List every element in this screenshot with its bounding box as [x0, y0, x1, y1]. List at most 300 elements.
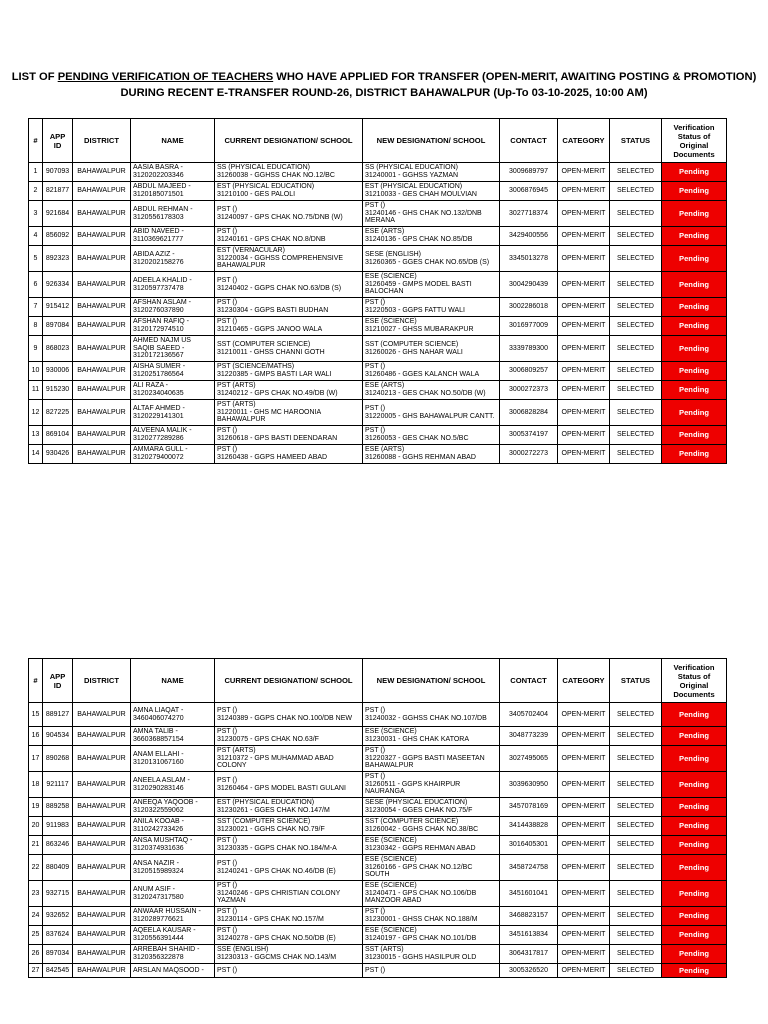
name-line: ARREBAH SHAHID -	[133, 946, 200, 954]
name-cell	[131, 772, 215, 798]
name-cell	[131, 426, 215, 445]
contact-cell: 3027718374	[500, 201, 558, 227]
table-header-row	[29, 659, 727, 703]
header-contact: CONTACT	[500, 119, 558, 163]
new-designation-line: 31220005 - GHS BAHAWALPUR CANTT.	[365, 412, 495, 420]
teachers-table-page2	[28, 658, 727, 978]
app-id-cell: 911983	[43, 817, 73, 836]
new-designation-line: ESE (SCIENCE)	[365, 728, 417, 736]
current-designation-line: PST ()	[217, 927, 238, 935]
row-number-cell: 20	[29, 817, 43, 836]
verification-status-cell: Pending	[662, 298, 727, 317]
status-cell: SELECTED	[610, 317, 662, 336]
title-underlined: PENDING VERIFICATION OF TEACHERS	[57, 71, 274, 83]
new-designation-line: MERANA	[365, 217, 395, 225]
name-cell	[131, 703, 215, 727]
title-suffix: WHO HAVE APPLIED FOR TRANSFER (OPEN-MERIT, AWAITING POSTING & PROMOTION)	[273, 71, 757, 83]
verification-status-cell: Pending	[662, 855, 727, 881]
current-designation-line: 31220011 - GHS MC HAROONIA	[217, 408, 322, 416]
app-id-cell: 897034	[43, 945, 73, 964]
new-designation-line: PST ()	[365, 427, 386, 435]
new-designation-cell	[363, 400, 500, 426]
new-designation-line: 31260459 - GMPS MODEL BASTI	[365, 280, 472, 288]
new-designation-line: PST ()	[365, 404, 386, 412]
name-line: 3110369621777	[133, 236, 184, 243]
current-designation-line: 31260464 - GPS MODEL BASTI GULANI	[217, 784, 346, 792]
contact-cell: 3458724758	[500, 855, 558, 881]
category-cell: OPEN-MERIT	[558, 201, 610, 227]
name-line: ANSA MUSHTAQ -	[133, 837, 193, 845]
current-designation-line: PST (ARTS)	[217, 747, 256, 755]
header-name: NAME	[131, 119, 215, 163]
app-id-cell: 930426	[43, 445, 73, 464]
name-line: AMNA LIAQAT -	[133, 706, 184, 714]
category-cell: OPEN-MERIT	[558, 336, 610, 362]
current-designation-line: PST ()	[217, 966, 238, 974]
name-cell	[131, 400, 215, 426]
table-row	[29, 362, 727, 381]
verification-status-cell: Pending	[662, 772, 727, 798]
contact-cell: 3064317817	[500, 945, 558, 964]
name-line: 3120172974510	[133, 326, 184, 333]
status-cell: SELECTED	[610, 227, 662, 246]
table-row	[29, 907, 727, 926]
new-designation-cell	[363, 163, 500, 182]
name-cell	[131, 336, 215, 362]
new-designation-line: 31230015 - GGHS HASILPUR OLD	[365, 954, 477, 961]
verification-status-cell: Pending	[662, 817, 727, 836]
current-designation-cell	[215, 836, 363, 855]
row-number-cell: 27	[29, 964, 43, 978]
status-cell: SELECTED	[610, 400, 662, 426]
status-cell: SELECTED	[610, 201, 662, 227]
district-cell: BAHAWALPUR	[73, 772, 131, 798]
table-row	[29, 798, 727, 817]
table-row	[29, 336, 727, 362]
table-row	[29, 964, 727, 978]
contact-cell: 3039630950	[500, 772, 558, 798]
table-row	[29, 855, 727, 881]
current-designation-cell	[215, 400, 363, 426]
new-designation-line: 31260053 - GES CHAK NO.5/BC	[365, 435, 469, 442]
status-cell: SELECTED	[610, 246, 662, 272]
status-cell: SELECTED	[610, 836, 662, 855]
current-designation-line: EST (PHYSICAL EDUCATION)	[217, 183, 315, 191]
contact-cell: 3405702404	[500, 703, 558, 727]
new-designation-line: 31230031 - GHS CHAK KATORA	[365, 736, 470, 743]
app-id-cell: 904534	[43, 727, 73, 746]
status-cell: SELECTED	[610, 945, 662, 964]
contact-cell: 3451613834	[500, 926, 558, 945]
status-cell: SELECTED	[610, 381, 662, 400]
status-cell: SELECTED	[610, 362, 662, 381]
district-cell: BAHAWALPUR	[73, 855, 131, 881]
new-designation-line: 31260486 - GGES KALANCH WALA	[365, 371, 480, 378]
contact-cell: 3000272273	[500, 445, 558, 464]
new-designation-line: 31260511 - GGPS KHAIRPUR	[365, 780, 461, 788]
category-cell: OPEN-MERIT	[558, 381, 610, 400]
current-designation-cell	[215, 772, 363, 798]
new-designation-line: 31240146 - GHS CHAK NO.132/DNB	[365, 209, 482, 217]
category-cell: OPEN-MERIT	[558, 445, 610, 464]
category-cell: OPEN-MERIT	[558, 727, 610, 746]
new-designation-cell	[363, 772, 500, 798]
table-row	[29, 400, 727, 426]
new-designation-cell	[363, 445, 500, 464]
current-designation-line: PST ()	[217, 859, 238, 867]
new-designation-line: ESE (SCIENCE)	[365, 856, 417, 864]
row-number-cell: 9	[29, 336, 43, 362]
current-designation-line: 31260618 - GPS BASTI DEENDARAN	[217, 435, 338, 442]
verification-status-cell: Pending	[662, 445, 727, 464]
new-designation-line: ESE (SCIENCE)	[365, 318, 417, 326]
table-row	[29, 881, 727, 907]
row-number-cell: 17	[29, 746, 43, 772]
name-line: 3460406074270	[133, 714, 184, 722]
name-line: ANUM ASIF -	[133, 885, 176, 893]
header-verification-status: Verification Status of Original Documents	[662, 659, 727, 703]
name-cell	[131, 945, 215, 964]
current-designation-line: 31230313 - GGCMS CHAK NO.143/M	[217, 954, 337, 961]
name-cell	[131, 881, 215, 907]
name-line: ANEELA ASLAM -	[133, 776, 190, 784]
new-designation-line: 31240136 - GPS CHAK NO.85/DB	[365, 236, 473, 243]
current-designation-cell	[215, 317, 363, 336]
status-cell: SELECTED	[610, 298, 662, 317]
status-cell: SELECTED	[610, 336, 662, 362]
category-cell: OPEN-MERIT	[558, 881, 610, 907]
district-cell: BAHAWALPUR	[73, 182, 131, 201]
header-number: #	[29, 119, 43, 163]
name-cell	[131, 445, 215, 464]
current-designation-line: EST (VERNACULAR)	[217, 247, 285, 255]
app-id-cell: 890268	[43, 746, 73, 772]
name-cell	[131, 798, 215, 817]
new-designation-cell	[363, 298, 500, 317]
app-id-cell: 868023	[43, 336, 73, 362]
new-designation-line: ESE (SCIENCE)	[365, 837, 417, 845]
name-cell	[131, 907, 215, 926]
name-line: 3120290283146	[133, 784, 184, 792]
current-designation-line: YAZMAN	[217, 897, 246, 905]
contact-cell: 3016405301	[500, 836, 558, 855]
category-cell: OPEN-MERIT	[558, 855, 610, 881]
current-designation-line: PST (ARTS)	[217, 401, 256, 409]
row-number-cell: 15	[29, 703, 43, 727]
name-cell	[131, 817, 215, 836]
verification-status-cell: Pending	[662, 798, 727, 817]
current-designation-cell	[215, 817, 363, 836]
verification-status-cell: Pending	[662, 945, 727, 964]
row-number-cell: 10	[29, 362, 43, 381]
app-id-cell: 915230	[43, 381, 73, 400]
name-cell	[131, 926, 215, 945]
name-line: 3120515989324	[133, 867, 184, 875]
contact-cell: 3016977009	[500, 317, 558, 336]
new-designation-cell	[363, 182, 500, 201]
table-row	[29, 836, 727, 855]
status-cell: SELECTED	[610, 798, 662, 817]
status-cell: SELECTED	[610, 881, 662, 907]
header-status: STATUS	[610, 659, 662, 703]
new-designation-cell	[363, 836, 500, 855]
current-designation-cell	[215, 727, 363, 746]
district-cell: BAHAWALPUR	[73, 298, 131, 317]
name-line: AASIA BASRA -	[133, 164, 183, 172]
verification-status-cell: Pending	[662, 400, 727, 426]
table-body	[29, 703, 727, 978]
table-row	[29, 772, 727, 798]
district-cell: BAHAWALPUR	[73, 201, 131, 227]
table-row	[29, 227, 727, 246]
name-line: ARSLAN MAQSOOD -	[133, 966, 204, 974]
name-line: 3120556391444	[133, 935, 184, 942]
verification-status-cell: Pending	[662, 836, 727, 855]
app-id-cell: 932715	[43, 881, 73, 907]
verification-status-cell: Pending	[662, 272, 727, 298]
name-line: ALVEENA MALIK -	[133, 427, 192, 435]
current-designation-line: 31220034 - GGHSS COMPREHENSIVE	[217, 254, 344, 262]
name-line: AFSHAN RAFIQ -	[133, 318, 190, 326]
name-line: AMNA TALIB -	[133, 728, 178, 736]
current-designation-line: PST ()	[217, 706, 238, 714]
category-cell: OPEN-MERIT	[558, 227, 610, 246]
status-cell: SELECTED	[610, 746, 662, 772]
contact-cell: 3006876945	[500, 182, 558, 201]
table-row	[29, 201, 727, 227]
status-cell: SELECTED	[610, 964, 662, 978]
row-number-cell: 16	[29, 727, 43, 746]
new-designation-line: EST (PHYSICAL EDUCATION)	[365, 183, 463, 191]
new-designation-cell	[363, 381, 500, 400]
current-designation-line: PST ()	[217, 427, 238, 435]
name-line: AQEELA KAUSAR -	[133, 927, 196, 935]
current-designation-line: PST ()	[217, 299, 238, 307]
name-line: ALI RAZA -	[133, 382, 169, 390]
district-cell: BAHAWALPUR	[73, 817, 131, 836]
category-cell: OPEN-MERIT	[558, 703, 610, 727]
contact-cell: 3457078169	[500, 798, 558, 817]
name-line: 3120202203346	[133, 172, 184, 179]
district-cell: BAHAWALPUR	[73, 945, 131, 964]
app-id-cell: 827225	[43, 400, 73, 426]
current-designation-line: 31260438 - GGPS HAMEED ABAD	[217, 454, 328, 461]
title-prefix: LIST OF	[11, 71, 58, 83]
verification-status-cell: Pending	[662, 182, 727, 201]
district-cell: BAHAWALPUR	[73, 798, 131, 817]
status-cell: SELECTED	[610, 163, 662, 182]
table-row	[29, 945, 727, 964]
current-designation-line: 31210372 - GPS MUHAMMAD ABAD	[217, 754, 334, 762]
status-cell: SELECTED	[610, 182, 662, 201]
row-number-cell: 24	[29, 907, 43, 926]
status-cell: SELECTED	[610, 445, 662, 464]
new-designation-line: 31230001 - GHSS CHAK NO.188/M	[365, 916, 478, 923]
name-line: ABIDA AZIZ -	[133, 250, 175, 258]
current-designation-line: 31240097 - GPS CHAK NO.75/DNB (W)	[217, 213, 343, 221]
current-designation-line: 31240161 - GPS CHAK NO.8/DNB	[217, 236, 326, 243]
name-line: AHMED NAJM US	[133, 337, 191, 345]
current-designation-line: COLONY	[217, 762, 247, 770]
category-cell: OPEN-MERIT	[558, 298, 610, 317]
current-designation-line: 31260038 - GGHSS CHAK NO.12/BC	[217, 172, 335, 179]
new-designation-line: SESE (ENGLISH)	[365, 250, 422, 258]
verification-status-cell: Pending	[662, 426, 727, 445]
verification-status-cell: Pending	[662, 703, 727, 727]
name-line: 3120202158276	[133, 258, 184, 266]
new-designation-line: MANZOOR ABAD	[365, 897, 422, 905]
name-line: 3120556178303	[133, 213, 184, 221]
verification-status-cell: Pending	[662, 964, 727, 978]
current-designation-line: 31230114 - GPS CHAK NO.157/M	[217, 916, 324, 923]
name-cell	[131, 317, 215, 336]
current-designation-cell	[215, 926, 363, 945]
new-designation-line: BAHAWALPUR	[365, 762, 414, 770]
current-designation-cell	[215, 445, 363, 464]
new-designation-line: ESE (SCIENCE)	[365, 927, 417, 935]
app-id-cell: 921117	[43, 772, 73, 798]
name-cell	[131, 964, 215, 978]
row-number-cell: 23	[29, 881, 43, 907]
new-designation-cell	[363, 227, 500, 246]
current-designation-line: 31240278 - GPS CHAK NO.50/DB (E)	[217, 935, 336, 942]
category-cell: OPEN-MERIT	[558, 163, 610, 182]
header-contact: CONTACT	[500, 659, 558, 703]
name-line: ANILA KOOAB -	[133, 818, 184, 826]
category-cell: OPEN-MERIT	[558, 964, 610, 978]
header-new-designation: NEW DESIGNATION/ SCHOOL	[363, 659, 500, 703]
district-cell: BAHAWALPUR	[73, 163, 131, 182]
app-id-cell: 907093	[43, 163, 73, 182]
current-designation-line: SSE (ENGLISH)	[217, 946, 269, 954]
new-designation-line: 31240032 - GGHSS CHAK NO.107/DB	[365, 714, 487, 722]
name-line: ABID NAVEED -	[133, 228, 184, 236]
header-category: CATEGORY	[558, 119, 610, 163]
verification-status-cell: Pending	[662, 362, 727, 381]
current-designation-cell	[215, 201, 363, 227]
district-cell: BAHAWALPUR	[73, 926, 131, 945]
district-cell: BAHAWALPUR	[73, 445, 131, 464]
new-designation-cell	[363, 426, 500, 445]
new-designation-line: 31240213 - GES CHAK NO.50/DB (W)	[365, 390, 486, 397]
app-id-cell: 921684	[43, 201, 73, 227]
verification-status-cell: Pending	[662, 246, 727, 272]
new-designation-cell	[363, 945, 500, 964]
row-number-cell: 18	[29, 772, 43, 798]
new-designation-line: SS (PHYSICAL EDUCATION)	[365, 164, 458, 172]
current-designation-cell	[215, 227, 363, 246]
name-line: AISHA SUMER -	[133, 363, 186, 371]
contact-cell: 3004290439	[500, 272, 558, 298]
verification-status-cell: Pending	[662, 201, 727, 227]
name-line: ANEEQA YAQOOB -	[133, 799, 198, 807]
app-id-cell: 869104	[43, 426, 73, 445]
category-cell: OPEN-MERIT	[558, 182, 610, 201]
row-number-cell: 14	[29, 445, 43, 464]
current-designation-line: PST ()	[217, 276, 238, 284]
row-number-cell: 13	[29, 426, 43, 445]
category-cell: OPEN-MERIT	[558, 272, 610, 298]
district-cell: BAHAWALPUR	[73, 836, 131, 855]
verification-status-cell: Pending	[662, 336, 727, 362]
header-category: CATEGORY	[558, 659, 610, 703]
app-id-cell: 926334	[43, 272, 73, 298]
header-verification-status: Verification Status of Original Documents	[662, 119, 727, 163]
name-cell	[131, 746, 215, 772]
new-designation-cell	[363, 907, 500, 926]
new-designation-line: SESE (PHYSICAL EDUCATION)	[365, 799, 468, 807]
new-designation-cell	[363, 881, 500, 907]
district-cell: BAHAWALPUR	[73, 727, 131, 746]
name-line: 3120185071501	[133, 191, 184, 198]
verification-status-cell: Pending	[662, 881, 727, 907]
current-designation-line: 31230304 - GGPS BASTI BUDHAN	[217, 307, 329, 314]
new-designation-line: 31230054 - GGES CHAK NO.75/F	[365, 807, 473, 814]
header-new-designation: NEW DESIGNATION/ SCHOOL	[363, 119, 500, 163]
current-designation-line: 31240389 - GGPS CHAK NO.100/DB NEW	[217, 714, 352, 722]
new-designation-cell	[363, 201, 500, 227]
category-cell: OPEN-MERIT	[558, 836, 610, 855]
app-id-cell: 821877	[43, 182, 73, 201]
status-cell: SELECTED	[610, 817, 662, 836]
table-header-row	[29, 119, 727, 163]
app-id-cell: 889258	[43, 798, 73, 817]
table-row	[29, 272, 727, 298]
contact-cell: 3005374197	[500, 426, 558, 445]
new-designation-line: 31240471 - GPS CHAK NO.106/DB	[365, 889, 477, 897]
current-designation-cell	[215, 881, 363, 907]
table-row	[29, 246, 727, 272]
new-designation-line: SST (COMPUTER SCIENCE)	[365, 818, 459, 826]
current-designation-line: 31220385 - GMPS BASTI LAR WALI	[217, 371, 332, 378]
new-designation-line: 31260042 - GGHS CHAK NO.38/BC	[365, 826, 479, 833]
name-line: ANSA NAZIR -	[133, 859, 179, 867]
category-cell: OPEN-MERIT	[558, 798, 610, 817]
district-cell: BAHAWALPUR	[73, 746, 131, 772]
row-number-cell: 26	[29, 945, 43, 964]
current-designation-cell	[215, 746, 363, 772]
new-designation-cell	[363, 855, 500, 881]
name-line: 3120251786564	[133, 371, 184, 378]
status-cell: SELECTED	[610, 855, 662, 881]
status-cell: SELECTED	[610, 727, 662, 746]
new-designation-line: 31240197 - GPS CHAK NO.101/DB	[365, 935, 477, 942]
current-designation-line: 31240246 - GPS CHRISTIAN COLONY	[217, 889, 341, 897]
new-designation-cell	[363, 727, 500, 746]
contact-cell: 3451601041	[500, 881, 558, 907]
name-line: SAQIB SAEED -	[133, 344, 185, 352]
name-line: 3120356322878	[133, 954, 184, 961]
verification-status-cell: Pending	[662, 317, 727, 336]
contact-cell: 3000272373	[500, 381, 558, 400]
row-number-cell: 6	[29, 272, 43, 298]
name-line: 3120229141301	[133, 412, 184, 420]
table-row	[29, 298, 727, 317]
current-designation-cell	[215, 298, 363, 317]
name-cell	[131, 836, 215, 855]
header-current-designation: CURRENT DESIGNATION/ SCHOOL	[215, 119, 363, 163]
new-designation-line: PST ()	[365, 363, 386, 371]
new-designation-line: ESE (ARTS)	[365, 382, 405, 390]
name-line: 3120374931636	[133, 845, 184, 852]
current-designation-line: PST ()	[217, 205, 238, 213]
current-designation-line: SST (COMPUTER SCIENCE)	[217, 818, 311, 826]
new-designation-line: 31240001 - GGHSS YAZMAN	[365, 172, 459, 179]
category-cell: OPEN-MERIT	[558, 926, 610, 945]
header-app-id: APP ID	[43, 659, 73, 703]
table-row	[29, 317, 727, 336]
table-row	[29, 426, 727, 445]
